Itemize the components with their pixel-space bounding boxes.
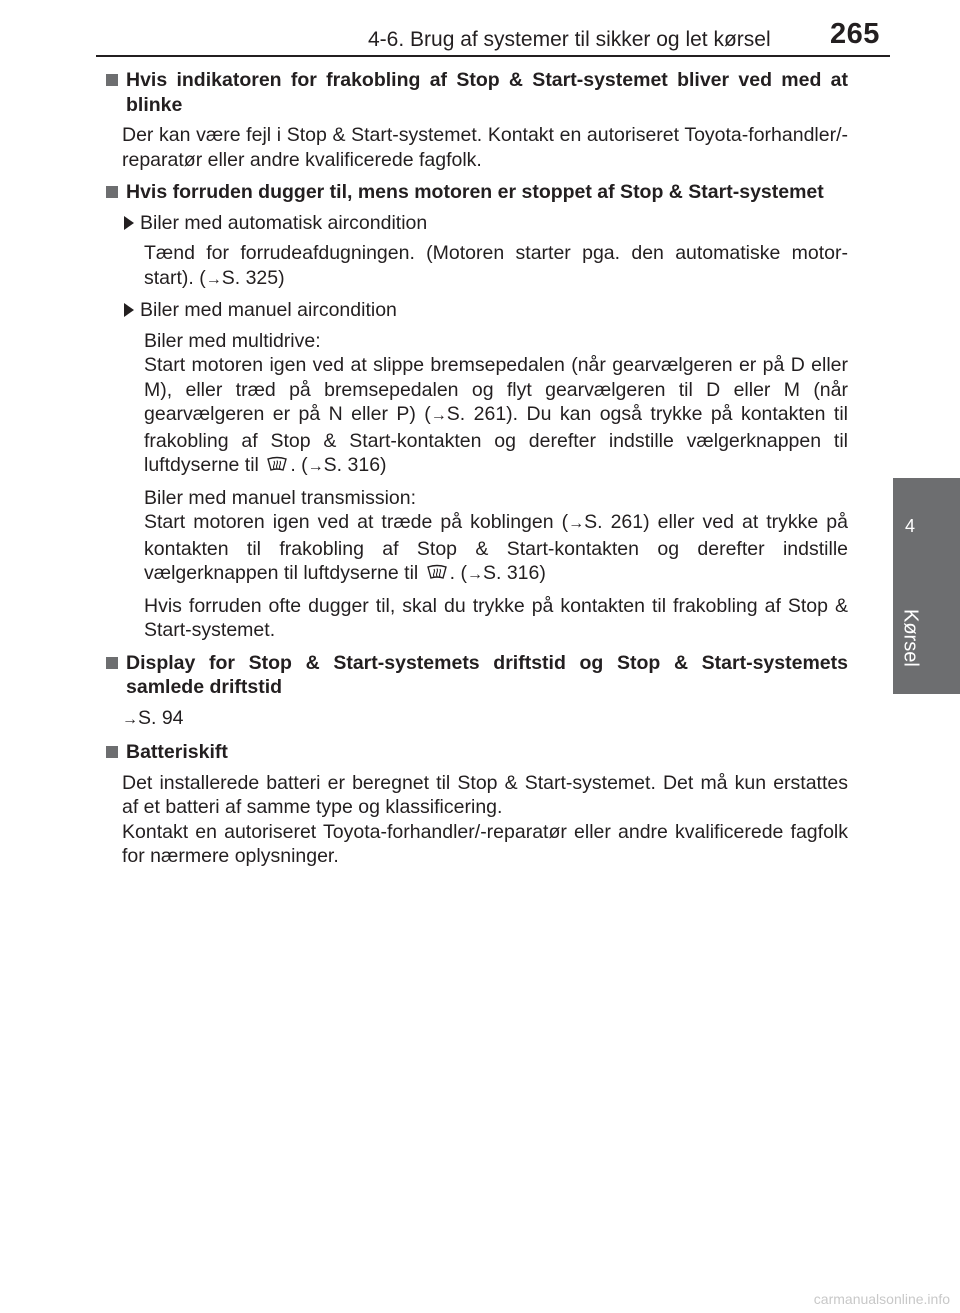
paragraph-multidrive: Biler med multidrive: Start motoren igen ved at slippe bremsepedalen (når gearvælgeren er på D eller M), eller træd på bremsepedalen og flyt gearvælgeren til D eller M (når gearvælgeren er på N eller P) (→S. 261). Du kan også trykke på kontakten til frakobling af Stop & Start-kontakten og derefter indstille vælgerknappen til luftdyserne til . (→S. 316) — [144, 329, 848, 480]
section-battery-replacement — [104, 740, 848, 869]
chapter-tab — [893, 478, 960, 694]
triangle-bullet-icon — [124, 216, 134, 230]
section-heading: Hvis forruden dugger til, mens motoren er stoppet af Stop & Start-systemet — [104, 180, 848, 205]
paragraph: Hvis forruden ofte dugger til, skal du trykke på kontakten til frakobling af Stop & Start-systemet. — [144, 594, 848, 641]
section-heading: Hvis indikatoren for frakobling af Stop & Start-systemet bliver ved med at blinke — [104, 68, 848, 117]
header-rule — [96, 55, 890, 57]
paragraph-manual-transmission: Biler med manuel transmission: Start motoren igen ved at træde på koblingen (→S. 261) eller ved at trykke på kontakten til frakobling af Stop & Start-kontakten og derefter indstille vælgerknappen til luftdyserne til . (→S. 316) — [144, 486, 848, 588]
subheading-automatic-ac: Biler med automatisk aircondition — [122, 211, 848, 236]
paragraph: Det installerede batteri er beregnet til Stop & Start-systemet. Det må kun erstattes af et batteri af samme type og klassificering. Kontakt en autoriseret Toyota-forhandler/-reparatør eller andre kvalificerede fagfolk for nærmere oplysninger. — [122, 771, 848, 867]
arrow-right-icon: → — [430, 407, 447, 424]
page-reference[interactable]: S. 261) eller ved at trykke på kontakten til frakobling af Stop & Start-kontakten og derefter indstille vælgerknappen til luftdyserne til — [144, 511, 848, 584]
section-heading: Display for Stop & Start-systemets driftstid og Stop & Start-systemets samlede driftstid — [104, 651, 848, 700]
paragraph: Der kan være fejl i Stop & Start-systemet. Kontakt en autoriseret Toyota-forhandler/-reparatør eller andre kvalificerede fagfolk. — [122, 124, 848, 171]
page-reference[interactable]: S. 325) — [221, 266, 285, 289]
section-display-runtime — [104, 651, 848, 733]
square-bullet-icon — [106, 74, 118, 86]
section-windshield-fog — [104, 180, 848, 643]
chapter-label: Kørsel — [899, 609, 922, 667]
page-content — [104, 68, 848, 877]
page-reference[interactable]: S. 316) — [323, 454, 387, 476]
page-number: 265 — [830, 18, 880, 50]
page-reference[interactable]: S. 261). Du kan også trykke på kontakten til frakobling af Stop & Start-kontakten og derefter indstille vælgerknappen til luftdyserne til — [144, 403, 848, 476]
page-header — [0, 0, 960, 60]
section-title: 4-6. Brug af systemer til sikker og let kørsel — [368, 28, 771, 51]
triangle-bullet-icon — [124, 303, 134, 317]
windshield-defroster-icon — [426, 564, 448, 582]
section-indicator-blinking — [104, 68, 848, 172]
page-reference[interactable]: S. 94 — [138, 706, 184, 729]
arrow-right-icon: → — [122, 710, 138, 728]
subheading-manual-ac: Biler med manuel aircondition — [122, 298, 848, 323]
arrow-right-icon: → — [205, 270, 222, 288]
windshield-defroster-icon — [266, 456, 288, 474]
square-bullet-icon — [106, 746, 118, 758]
arrow-right-icon: → — [307, 458, 324, 475]
arrow-right-icon: → — [568, 515, 585, 532]
square-bullet-icon — [106, 657, 118, 669]
chapter-number: 4 — [904, 516, 915, 536]
paragraph — [122, 706, 848, 733]
arrow-right-icon: → — [467, 566, 483, 583]
page-reference[interactable]: S. 316) — [483, 562, 546, 584]
square-bullet-icon — [106, 186, 118, 198]
watermark: carmanualsonline.info — [813, 1291, 950, 1307]
paragraph: Tænd for forrudeafdugningen. (Motoren starter pga. den automatiske motor-start). (→S. 325) — [144, 241, 848, 292]
section-heading: Batteriskift — [104, 740, 848, 765]
